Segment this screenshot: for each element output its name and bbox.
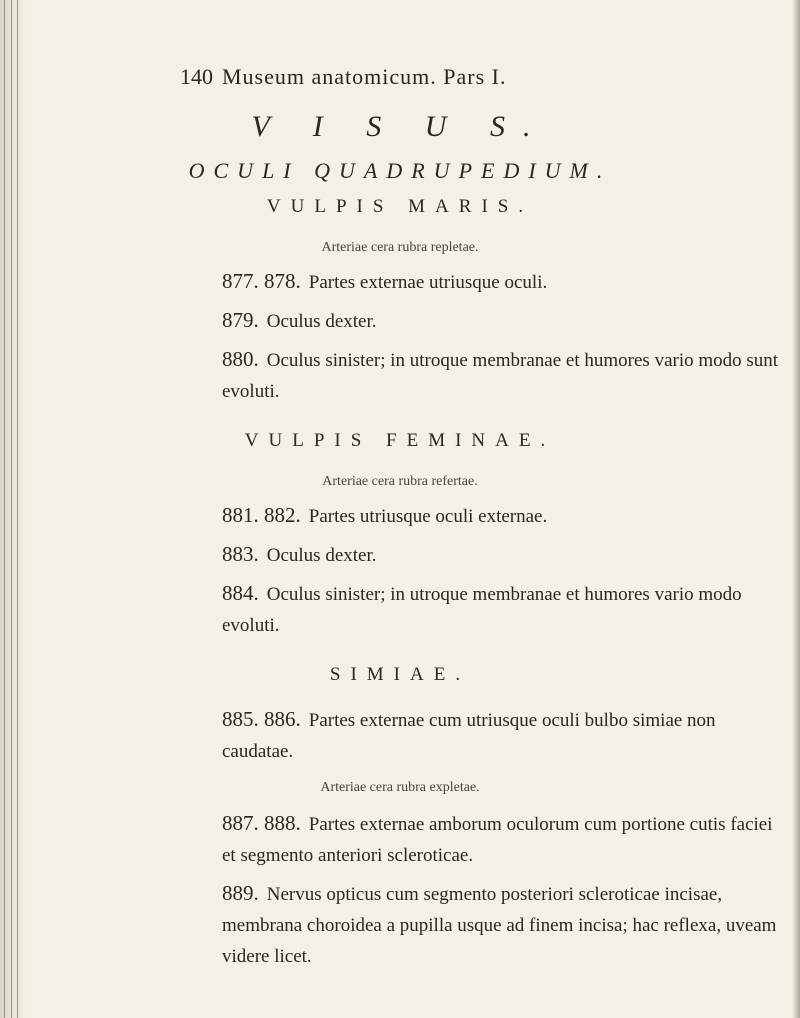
catalog-entry [222, 305, 782, 337]
running-head: Museum anatomicum. Pars I. [222, 64, 507, 89]
entry-text: Partes externae amborum oculorum cum portione cutis faciei et segmento anteriori scleroticae. [222, 814, 773, 866]
entry-text: Oculus dexter. [266, 545, 377, 566]
catalog-entry [222, 808, 782, 871]
catalog-entry [222, 344, 782, 407]
entry-number: 885. 886. [222, 707, 301, 731]
entry-number: 877. 878. [222, 269, 301, 293]
section-note: Arteriae cera rubra expletae. [320, 780, 480, 795]
entry-text: Oculus sinister; in utroque membranae et humores vario modo evoluti. [222, 584, 742, 636]
page-number: 140 [180, 64, 213, 89]
section-heading: SIMIAE. [329, 664, 471, 685]
entry-text: Partes externae cum utriusque oculi bulbo simiae non caudatae. [222, 710, 716, 762]
section-heading: VULPIS MARIS. [266, 196, 534, 217]
entry-text: Oculus sinister; in utroque membranae et humores vario modo sunt evoluti. [222, 350, 779, 402]
section-note: Arteriae cera rubra refertae. [322, 474, 478, 489]
entry-text: Partes externae utriusque oculi. [308, 272, 548, 293]
entry-number: 880. [222, 347, 259, 371]
entry-text: Partes utriusque oculi externae. [308, 506, 548, 527]
entry-number: 884. [222, 581, 259, 605]
page-title: V I S U S. [251, 110, 549, 143]
catalog-entry [222, 266, 782, 298]
catalog-entry [222, 704, 782, 767]
entry-text: Oculus dexter. [266, 311, 377, 332]
catalog-entry [222, 500, 782, 532]
catalog-entry [222, 878, 782, 972]
entry-number: 881. 882. [222, 503, 301, 527]
entry-number: 883. [222, 542, 259, 566]
entry-number: 889. [222, 881, 259, 905]
section-heading: VULPIS FEMINAE. [244, 430, 556, 451]
catalog-entry [222, 539, 782, 571]
entry-number: 879. [222, 308, 259, 332]
entry-text: Nervus opticus cum segmento posteriori scleroticae incisae, membrana choroidea a pupilla usque ad finem incisa; hac reflexa, uveam videre licet. [222, 884, 777, 967]
entry-number: 887. 888. [222, 811, 301, 835]
catalog-entry [222, 578, 782, 641]
section-note: Arteriae cera rubra repletae. [321, 240, 479, 255]
page-subtitle: OCULI QUADRUPEDIUM. [188, 158, 612, 183]
